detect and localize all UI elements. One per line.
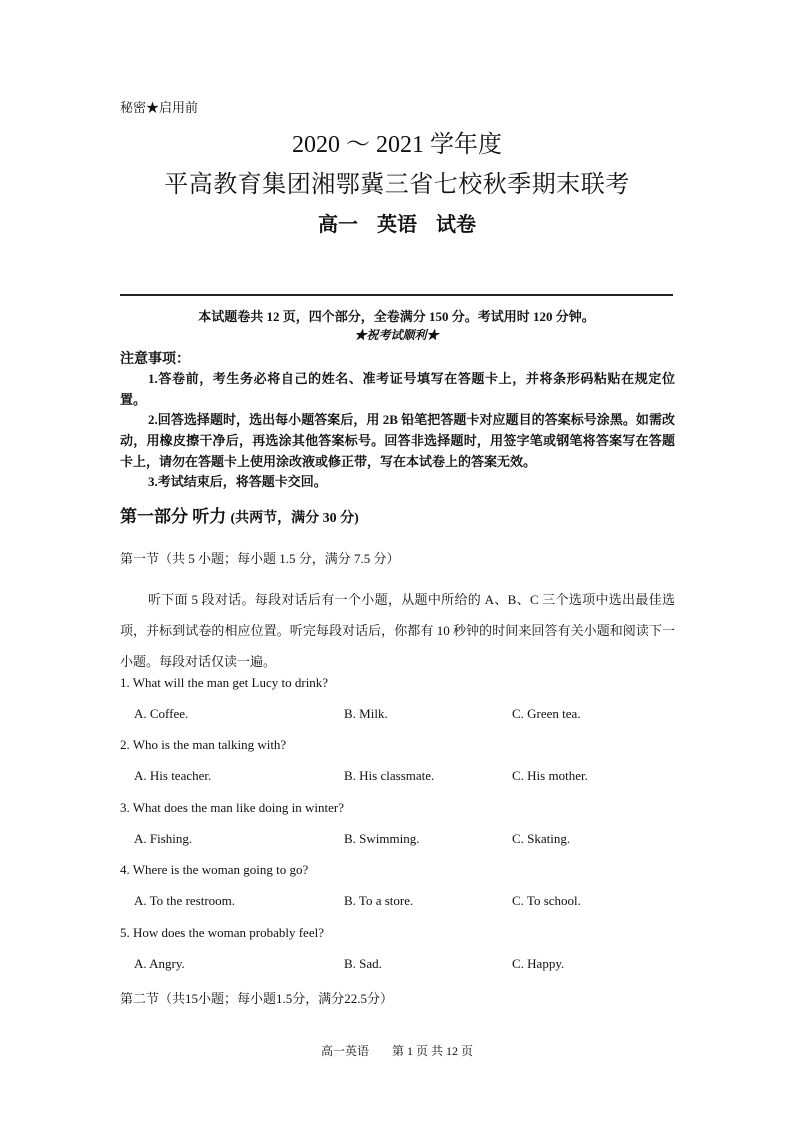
part1-heading: [120, 502, 359, 527]
header-divider: [120, 294, 673, 296]
question-1-option-a: A. Coffee.: [134, 706, 189, 721]
question-5-option-c: C. Happy.: [512, 956, 565, 971]
section1-instructions: 听下面 5 段对话。每段对话后有一个小题，从题中所给的 A、B、C 三个选项中选出最佳选项，并标到试卷的相应位置。听完每段对话后，你都有 10 秒钟的时间来回答有关小题和阅读下一小题。每段对话仅读一遍。: [120, 592, 675, 669]
question-4-option-a: A. To the restroom.: [134, 893, 236, 908]
question-5-option-a: A. Angry.: [134, 956, 185, 971]
footer-subject: 高一英语: [320, 1044, 369, 1058]
question-5: 5. How does the woman probably feel?: [120, 925, 324, 940]
exam-name-title: 平高教育集团湘鄂冀三省七校秋季期末联考: [164, 172, 630, 198]
question-4: 4. Where is the woman going to go?: [120, 862, 309, 877]
confidential-label: 秘密★启用前: [120, 100, 199, 115]
question-3: 3. What does the man like doing in winter?: [120, 800, 344, 815]
part1-title: 第一部分 听力: [120, 507, 227, 526]
question-5-option-b: B. Sad.: [344, 956, 382, 971]
notice-item-1: 1.答卷前，考生务必将自己的姓名、准考证号填写在答题卡上，并将条形码粘贴在规定位置。: [120, 371, 675, 407]
question-2: 2. Who is the man talking with?: [120, 737, 287, 752]
question-1-option-b: B. Milk.: [344, 706, 388, 721]
question-2-option-c: C. His mother.: [512, 768, 588, 783]
notice-item-3: 3.考试结束后，将答题卡交回。: [148, 474, 327, 489]
question-4-option-b: B. To a store.: [344, 893, 414, 908]
question-2-option-a: A. His teacher.: [134, 768, 212, 783]
page-footer: [0, 1042, 794, 1059]
exam-year-title: 2020 ～ 2021 学年度: [292, 132, 502, 158]
section1-title: 第一节（共 5 小题；每小题 1.5 分，满分 7.5 分）: [120, 551, 400, 566]
question-3-option-b: B. Swimming.: [344, 831, 420, 846]
question-4-option-c: C. To school.: [512, 893, 581, 908]
question-3-option-c: C. Skating.: [512, 831, 571, 846]
question-3-option-a: A. Fishing.: [134, 831, 193, 846]
question-2-option-b: B. His classmate.: [344, 768, 435, 783]
section2-title: 第二节（共15小题；每小题1.5分，满分22.5分）: [120, 991, 394, 1006]
question-1-option-c: C. Green tea.: [512, 706, 581, 721]
part1-subtitle: (共两节，满分 30 分): [230, 511, 359, 526]
question-1: 1. What will the man get Lucy to drink?: [120, 675, 329, 690]
subject-title: 高一 英语 试卷: [318, 214, 476, 236]
notice-item-2: 2.回答选择题时，选出每小题答案后，用 2B 铅笔把答题卡对应题目的答案标号涂黑。如需改动，用橡皮擦干净后，再选涂其他答案标号。回答非选择题时，用签字笔或钢笔将答案写在答题卡上，请勿在答题卡上使用涂改液或修正带，写在本试卷上的答案无效。: [120, 412, 675, 469]
exam-wish: ★祝考试顺利★: [354, 328, 439, 342]
notice-heading: 注意事项：: [120, 352, 190, 367]
exam-summary: 本试题卷共 12 页，四个部分，全卷满分 150 分。考试用时 120 分钟。: [198, 309, 595, 324]
footer-page-number: 第 1 页 共 12 页: [392, 1044, 474, 1058]
